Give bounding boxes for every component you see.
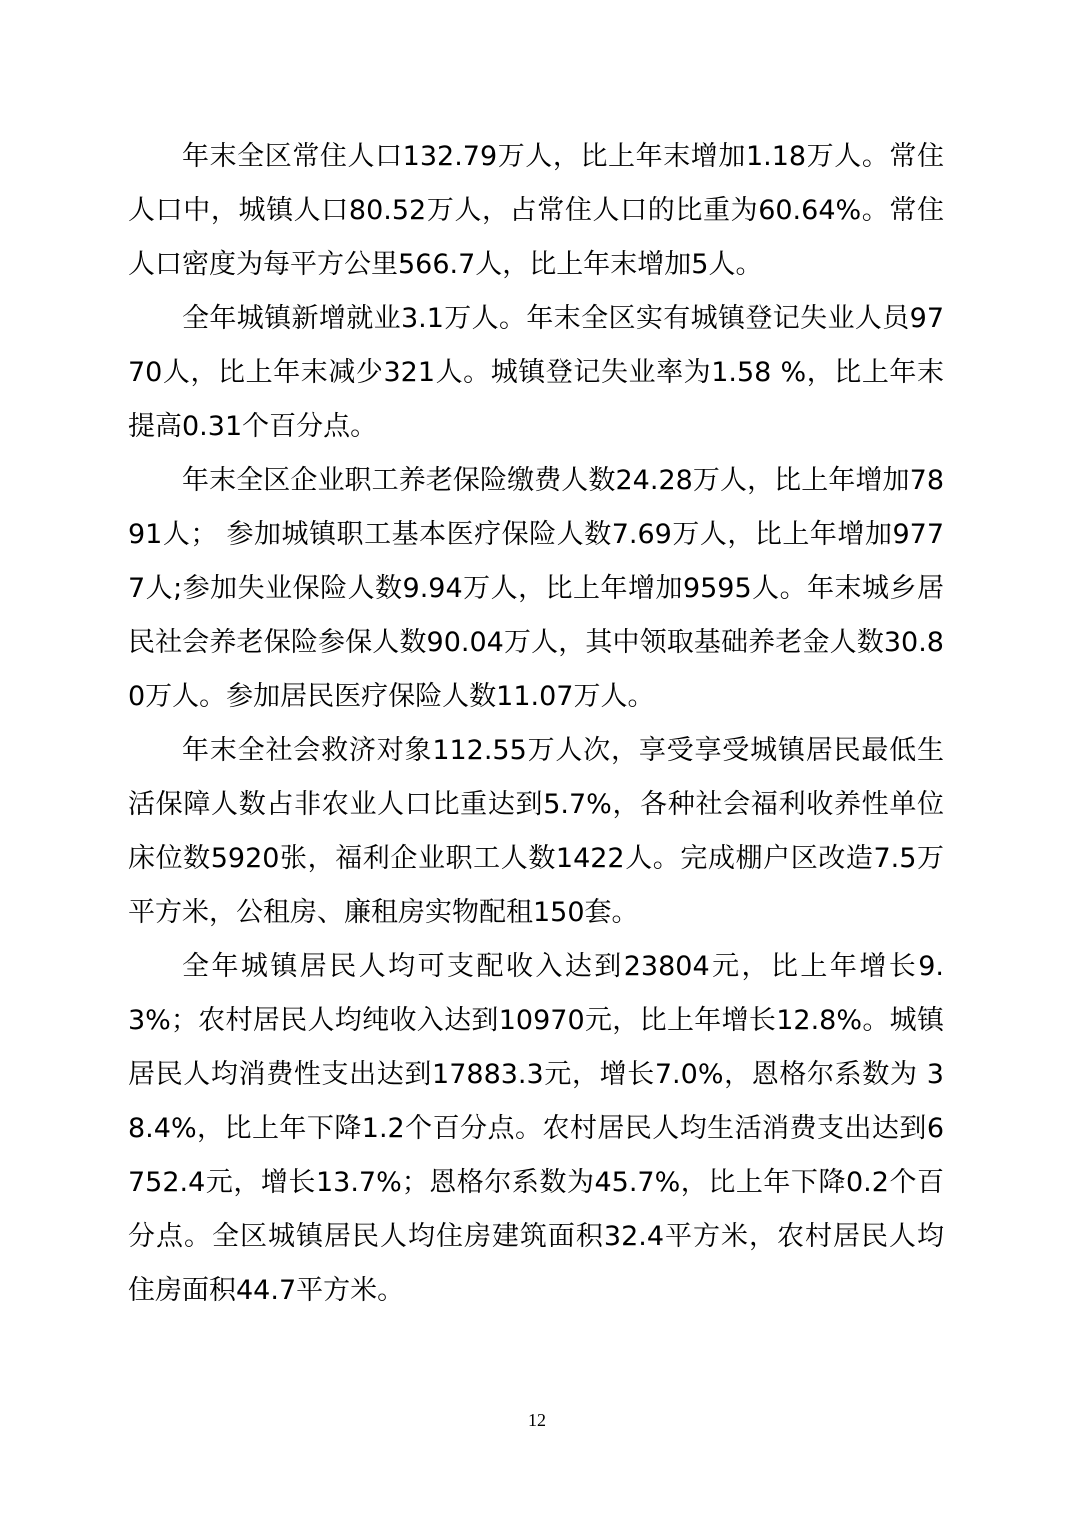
paragraph-employment: 全年城镇新增就业3.1万人。年末全区实有城镇登记失业人员9770人，比上年末减少321人。城镇登记失业率为1.58 %，比上年末提高0.31个百分点。 [128, 303, 944, 442]
paragraph-population: 年末全区常住人口132.79万人，比上年末增加1.18万人。常住人口中，城镇人口80.52万人，占常住人口的比重为60.64%。常住人口密度为每平方公里566.7人，比上年末增加5人。 [128, 141, 944, 280]
paragraph-social-insurance: 年末全区企业职工养老保险缴费人数24.28万人，比上年增加7891人； 参加城镇职工基本医疗保险人数7.69万人，比上年增加9777人;参加失业保险人数9.94万人，比上年增加9595人。年末城乡居民社会养老保险参保人数90.04万人，其中领取基础养老金人数30.80万人。参加居民医疗保险人数11.07万人。 [128, 465, 944, 712]
paragraph-social-relief: 年末全社会救济对象112.55万人次，享受享受城镇居民最低生活保障人数占非农业人口比重达到5.7%，各种社会福利收养性单位床位数5920张，福利企业职工人数1422人。完成棚户区改造7.5万平方米，公租房、廉租房实物配租150套。 [128, 735, 944, 928]
body-text [128, 130, 944, 1318]
page-number: 12 [528, 1410, 546, 1430]
paragraph-income-consumption: 全年城镇居民人均可支配收入达到23804元，比上年增长9.3%；农村居民人均纯收入达到10970元，比上年增长12.8%。城镇居民人均消费性支出达到17883.3元，增长7.0%，恩格尔系数为 38.4%，比上年下降1.2个百分点。农村居民人均生活消费支出达到6752.4元，增长13.7%；恩格尔系数为45.7%，比上年下降0.2个百分点。全区城镇居民人均住房建筑面积32.4平方米，农村居民人均住房面积44.7平方米。 [128, 951, 944, 1306]
